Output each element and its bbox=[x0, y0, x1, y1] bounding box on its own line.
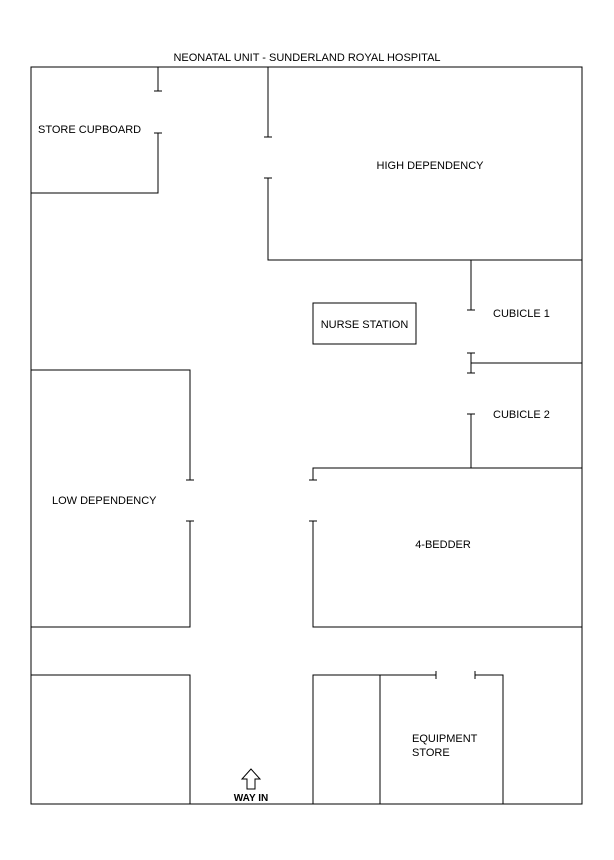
four-bedder-room bbox=[309, 468, 582, 627]
cubicle-2-label: CUBICLE 2 bbox=[493, 409, 550, 421]
store-cupboard-room bbox=[31, 67, 162, 193]
store-cupboard-label: STORE CUPBOARD bbox=[38, 124, 142, 136]
high-dependency-room bbox=[264, 67, 582, 260]
low-dependency-label: LOW DEPENDENCY bbox=[52, 495, 157, 507]
low-dependency-room bbox=[31, 370, 194, 627]
four-bedder-label: 4-BEDDER bbox=[415, 539, 471, 551]
nurse-station-label: NURSE STATION bbox=[320, 319, 409, 331]
equipment-store-label-line1: EQUIPMENT bbox=[412, 733, 478, 745]
bottom-left-room bbox=[31, 675, 190, 804]
cubicle-1-label: CUBICLE 1 bbox=[493, 308, 550, 320]
cubicle-1-room bbox=[467, 260, 582, 363]
nurse-station bbox=[313, 303, 416, 344]
outer-wall bbox=[31, 67, 582, 804]
equipment-store-label-line2: STORE bbox=[412, 747, 450, 759]
high-dependency-label: HIGH DEPENDENCY bbox=[376, 160, 484, 172]
cubicle-2-room bbox=[467, 363, 550, 468]
plan-title: NEONATAL UNIT - SUNDERLAND ROYAL HOSPITAL bbox=[173, 52, 441, 64]
up-arrow-icon bbox=[242, 769, 260, 789]
way-in-label: WAY IN bbox=[233, 793, 269, 804]
way-in bbox=[234, 769, 268, 804]
